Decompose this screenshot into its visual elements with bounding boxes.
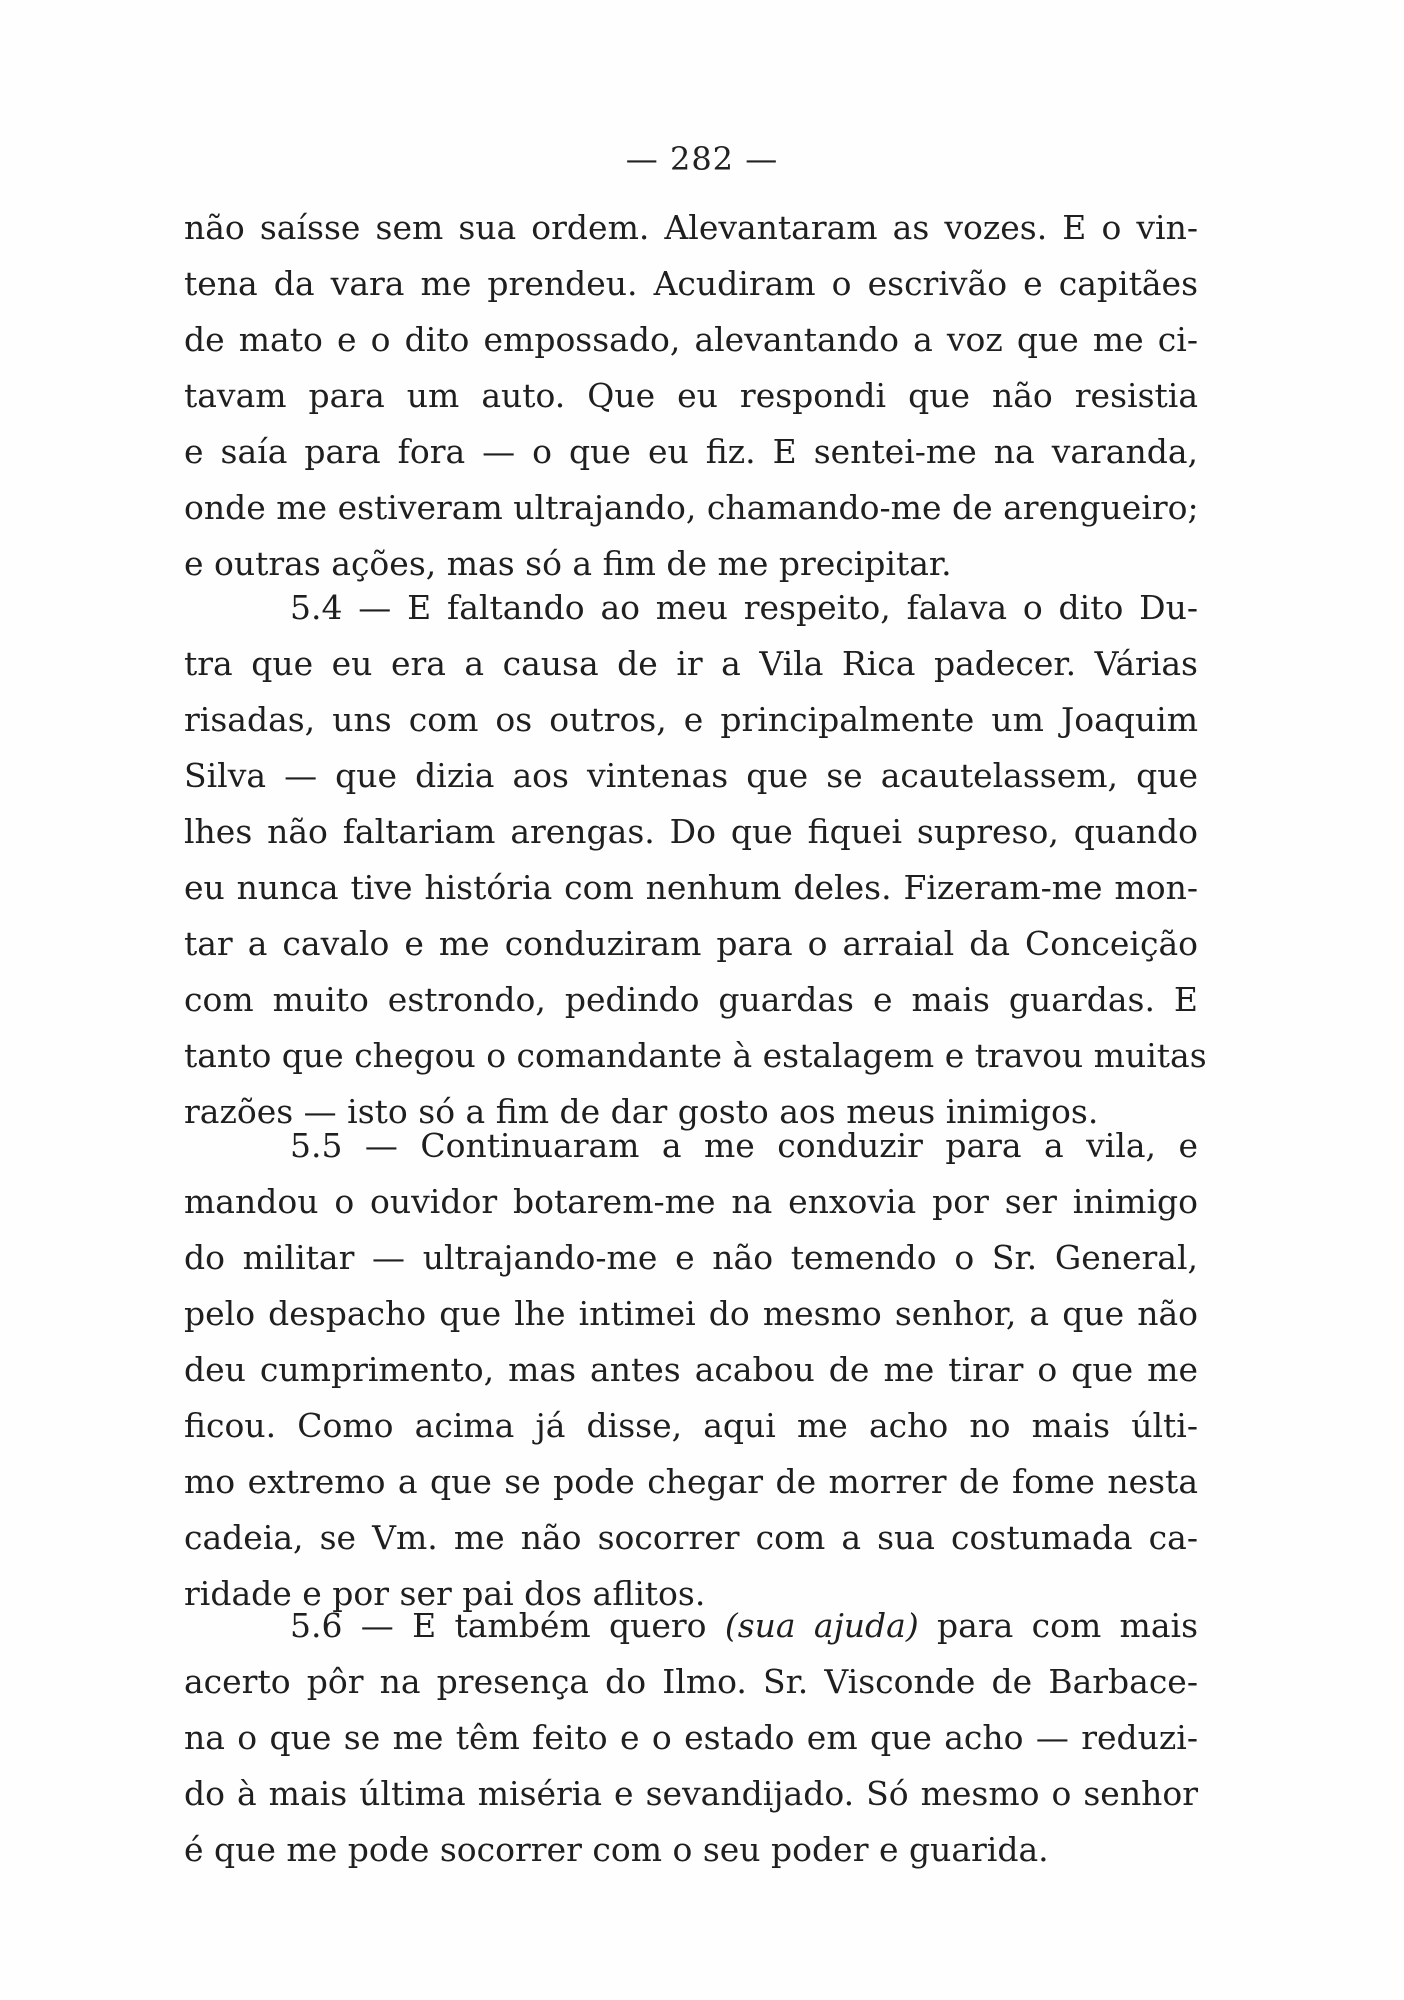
- text-line: Silva — que dizia aos vintenas que se acautelassem, que: [184, 756, 1198, 795]
- text-line: pelo despacho que lhe intimei do mesmo senhor, a que não: [184, 1294, 1198, 1333]
- text-line: onde me estiveram ultrajando, chamando-me de arengueiro;: [184, 488, 1199, 527]
- text-line: mo extremo a que se pode chegar de morrer de fome nesta: [184, 1462, 1198, 1501]
- paragraph-continuation: [184, 200, 1198, 592]
- text-segment: 5.6 — E também quero: [290, 1606, 725, 1645]
- text-line: ridade e por ser pai dos aflitos.: [184, 1574, 706, 1613]
- text-line: do à mais última miséria e sevandijado. Só mesmo o senhor: [184, 1774, 1198, 1813]
- text-line: mandou o ouvidor botarem-me na enxovia por ser inimigo: [184, 1182, 1198, 1221]
- text-line: risadas, uns com os outros, e principalmente um Joaquim: [184, 700, 1198, 739]
- text-segment: para com mais: [918, 1606, 1199, 1645]
- text-line: tra que eu era a causa de ir a Vila Rica padecer. Várias: [184, 644, 1198, 683]
- text-line: ficou. Como acima já disse, aqui me acho no mais últi-: [184, 1406, 1198, 1445]
- text-line: cadeia, se Vm. me não socorrer com a sua costumada ca-: [184, 1518, 1198, 1557]
- text-line: com muito estrondo, pedindo guardas e mais guardas. E: [184, 980, 1198, 1019]
- italic-text: (sua ajuda): [724, 1606, 919, 1645]
- text-line: é que me pode socorrer com o seu poder e guarida.: [184, 1830, 1049, 1869]
- text-line: tavam para um auto. Que eu respondi que não resistia: [184, 376, 1198, 415]
- text-line: [184, 1598, 1198, 1654]
- text-line: acerto pôr na presença do Ilmo. Sr. Visconde de Barbace-: [184, 1662, 1198, 1701]
- text-line: e saía para fora — o que eu fiz. E sentei-me na varanda,: [184, 432, 1198, 471]
- text-line: deu cumprimento, mas antes acabou de me tirar o que me: [184, 1350, 1198, 1389]
- text-line: razões — isto só a fim de dar gosto aos meus inimigos.: [184, 1092, 1099, 1131]
- text-line: 5.4 — E faltando ao meu respeito, falava o dito Du-: [290, 588, 1198, 627]
- paragraph-5-5: [184, 1118, 1198, 1622]
- text-line: tar a cavalo e me conduziram para o arraial da Conceição: [184, 924, 1198, 963]
- text-line: tanto que chegou o comandante à estalagem e travou muitas: [184, 1036, 1207, 1075]
- text-line: não saísse sem sua ordem. Alevantaram as vozes. E o vin-: [184, 208, 1198, 247]
- text-line: 5.5 — Continuaram a me conduzir para a vila, e: [290, 1126, 1198, 1165]
- text-line: tena da vara me prendeu. Acudiram o escrivão e capitães: [184, 264, 1198, 303]
- text-line: na o que se me têm feito e o estado em que acho — reduzi-: [184, 1718, 1198, 1757]
- text-line: eu nunca tive história com nenhum deles. Fizeram-me mon-: [184, 868, 1198, 907]
- paragraph-5-4: [184, 580, 1207, 1140]
- paragraph-5-6: [184, 1598, 1198, 1878]
- text-line: e outras ações, mas só a fim de me precipitar.: [184, 544, 952, 583]
- text-line: lhes não faltariam arengas. Do que fiquei supreso, quando: [184, 812, 1198, 851]
- text-line: de mato e o dito empossado, alevantando a voz que me ci-: [184, 320, 1198, 359]
- page-number: — 282 —: [625, 140, 779, 178]
- text-line: do militar — ultrajando-me e não temendo o Sr. General,: [184, 1238, 1198, 1277]
